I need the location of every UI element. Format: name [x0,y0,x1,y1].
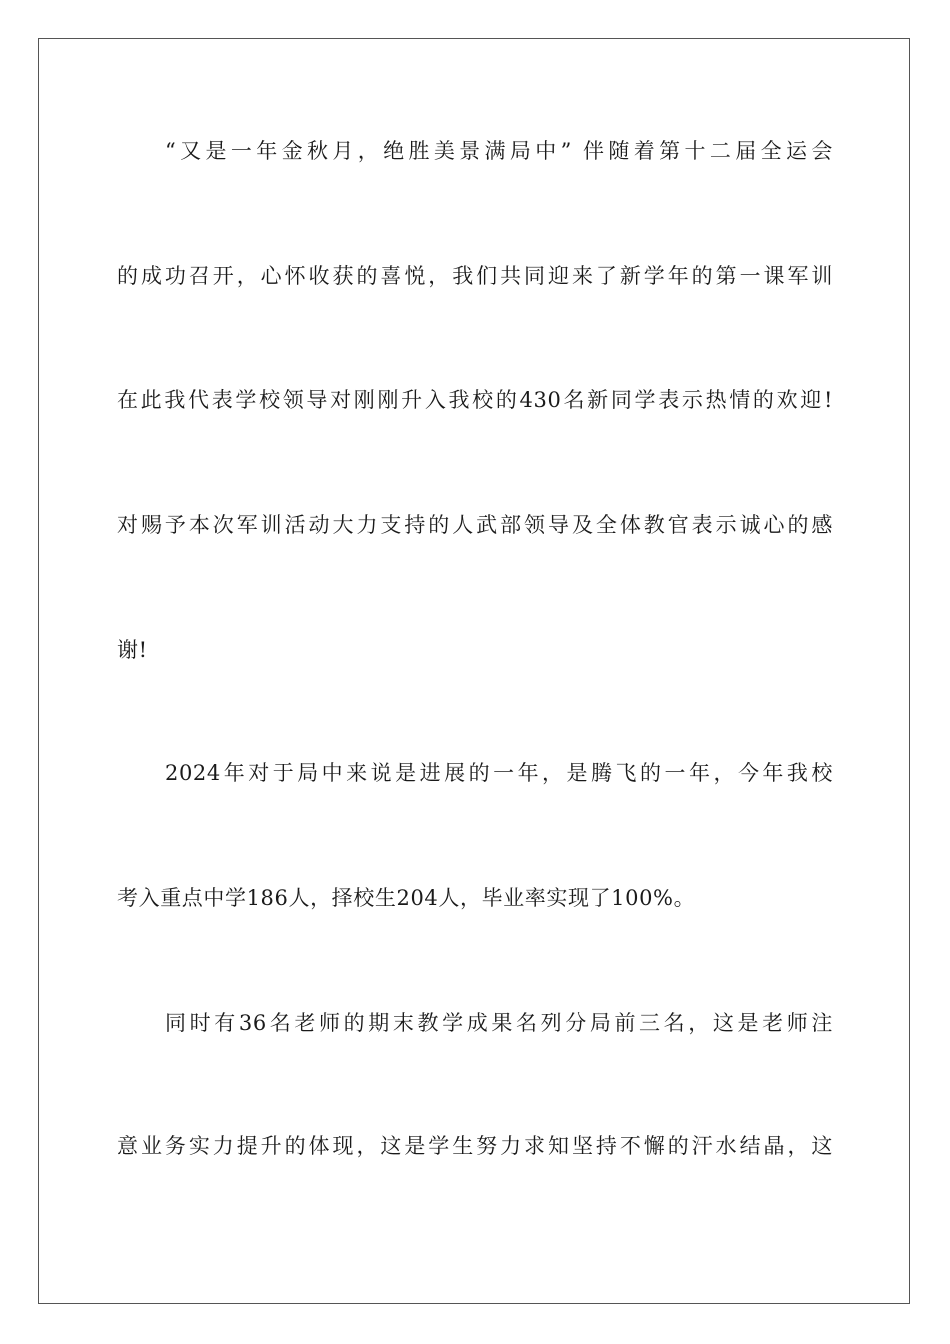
paragraph-1-line-1: “又是一年金秋月，绝胜美景满局中” 伴随着第十二届全运会 [165,139,833,163]
paragraph-2-line-1: 2024年对于局中来说是进展的一年，是腾飞的一年，今年我校 [165,761,833,785]
paragraph-1-line-3: 在此我代表学校领导对刚刚升入我校的430名新同学表示热情的欢迎! [117,388,833,412]
paragraph-1-line-2: 的成功召开，心怀收获的喜悦，我们共同迎来了新学年的第一课军训 [117,264,833,288]
paragraph-3-line-2: 意业务实力提升的体现，这是学生努力求知坚持不懈的汗水结晶，这 [117,1134,833,1158]
paragraph-1-line-5: 谢! [117,638,148,662]
page-border [38,38,910,1304]
paragraph-2-line-2: 考入重点中学186人，择校生204人，毕业率实现了100%。 [117,886,696,910]
paragraph-3-line-1: 同时有36名老师的期末教学成果名列分局前三名，这是老师注 [165,1011,833,1035]
paragraph-1-line-4: 对赐予本次军训活动大力支持的人武部领导及全体教官表示诚心的感 [117,513,833,537]
